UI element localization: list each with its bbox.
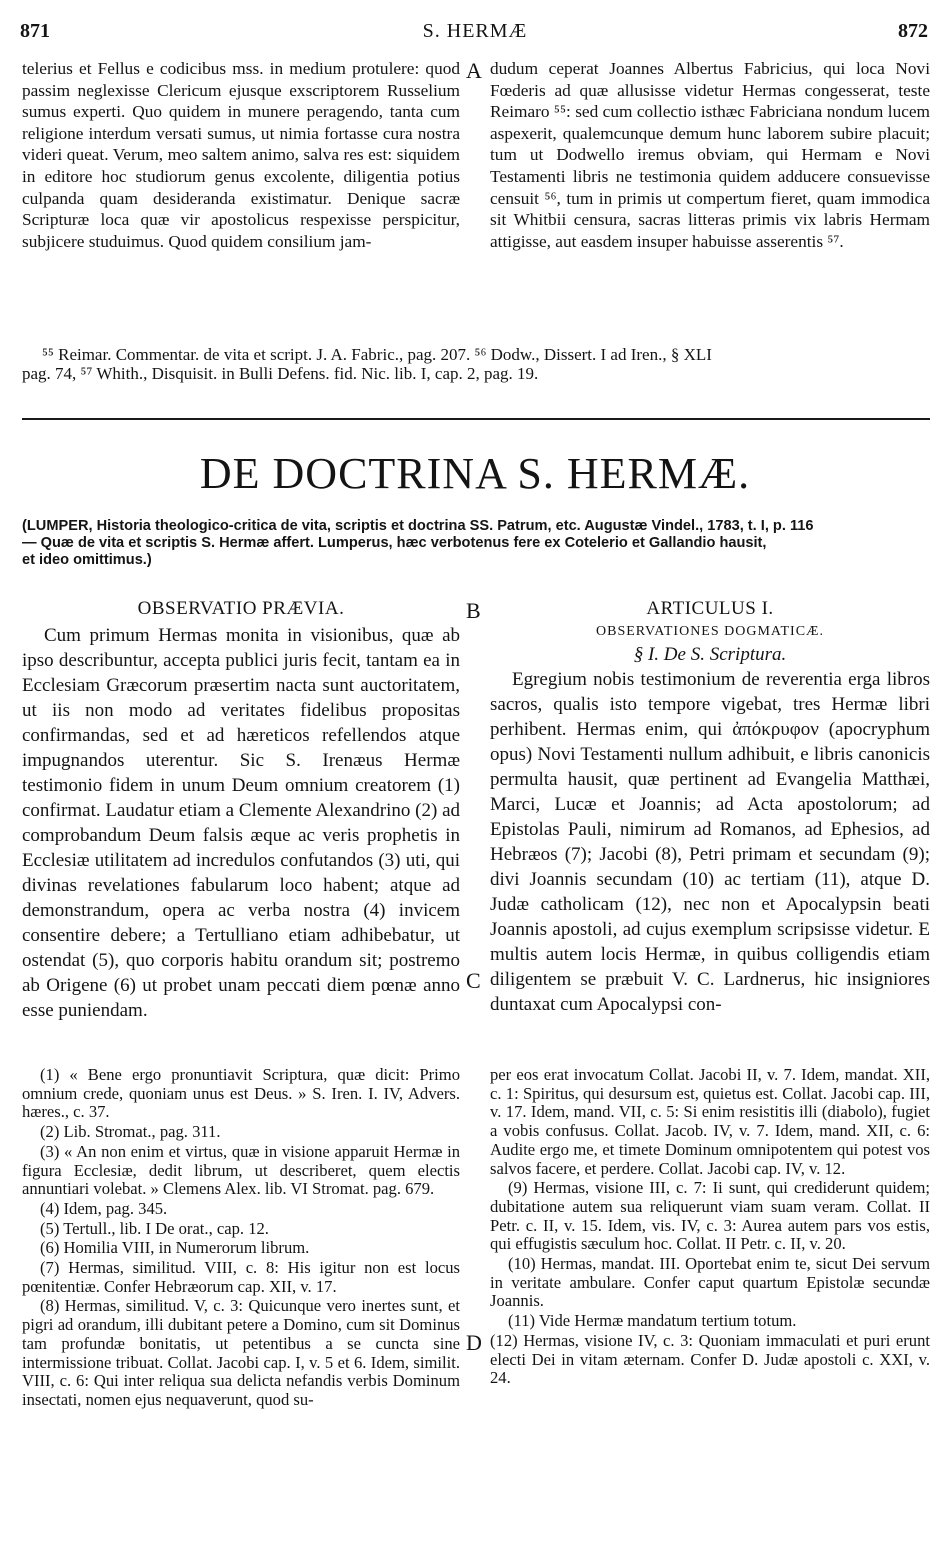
- note-3: (3) « An non enim et virtus, quæ in visione apparuit Hermæ in figura Ecclesiæ, dedit librum, ut describeret, quem electis annuntiari volebat. » Clemens Alex. lib. VI Stromat. pag. 679.: [22, 1141, 460, 1199]
- right-main-column: [490, 596, 930, 1017]
- source-line-2: — Quæ de vita et scriptis S. Hermæ affert. Lumperus, hæc verbotenus fere ex Cotelerio et Gallandio hausit,: [22, 535, 767, 551]
- section-title: DE DOCTRINA S. HERMÆ.: [199, 449, 751, 498]
- margin-letter-a: A: [466, 58, 482, 83]
- margin-letter-c: C: [466, 968, 481, 993]
- left-main-column: [22, 596, 460, 1023]
- margin-letter-b: B: [466, 598, 481, 623]
- note-10: (10) Hermas, mandat. III. Oportebat enim te, sicut Dei servum in veritate ambulare. Confer caput quartum Epistolæ secundæ Joannis.: [490, 1254, 930, 1311]
- note-12: (12) Hermas, visione IV, c. 3: Quoniam immaculati et puri erunt electi Dei in vitam æternam. Confer D. Judæ apostoli c. XXI, v. 24.: [490, 1330, 930, 1388]
- note-9: (9) Hermas, visione III, c. 7: Ii sunt, qui crediderunt quidem; dubitatione autem sua reliquerunt viam suam veram. Collat. II Petr. c. II, v. 15. Idem, vis. IV, c. 3: Aurea autem pars vos estis, qui effugistis sæculum hoc. Collat. II Petr. c. II, v. 20.: [490, 1178, 930, 1254]
- observatio-text: Cum primum Hermas monita in visionibus, quæ ab ipso describuntur, accepta publici juris fecit, tantam ea in Ecclesiam Græcorum præsertim nacta sunt auctoritatem, ut iis non modo ad veritates fidelibus propositas confirmandas, sed et ad hæreticos refellendos atque impugnandos uterentur. Sic S. Irenæus Hermæ testimonio fidem in unum Deum omnium creatorem (1) confirmat. Laudatur etiam a Clemente Alexandrino (2) ad comprobandum Deum falsis æque ac veris prophetis in Ecclesiæ utilitatem ad incredulos confutandos (3) uti, qui divinas revelationes fabularum loco habent; atque ad demonstrandum, opera ac verba nostra (4) invicem consentire debere; a Tertulliano etiam adhibebatur, ut ostendat (5), quo corporis habitu orandum sit; postremo ab Origene (6) ut probet unam peccati diem pœnæ anno esse puniendam.: [22, 625, 460, 1021]
- note-6: (6) Homilia VIII, in Numerorum librum.: [40, 1238, 310, 1258]
- note-7: (7) Hermas, similitud. VIII, c. 8: His igitur non est locus pœnitentiæ. Confer Hebræorum cap. XII, v. 17.: [22, 1258, 460, 1296]
- note-1: (1) « Bene ergo pronuntiavit Scriptura, quæ dicit: Primo omnium crede, quoniam unus est Deus. » S. Iren. I. IV, Advers. hæres., c. 37.: [22, 1065, 460, 1122]
- note-8-continued: per eos erat invocatum Collat. Jacobi II, v. 7. Idem, mandat. XII, c. 1: Spiritus, qui desursum est, quietus est. Collat. Jacobi cap. III, v. 17. Idem, mand. VII, c. 5: Si enim resistitis illi (diabolo), fugiet a vobis confusus. Collat. Jacob. IV, v. 7. Idem, mand. XII, c. 6: Audite ergo me, et timete Dominum omnipotentem qui potest vos salvos facere, et perdere. Collat. Jacobi cap. IV, v. 12.: [490, 1065, 930, 1178]
- margin-letter-d: D: [466, 1330, 482, 1355]
- note-8: (8) Hermas, similitud. V, c. 3: Quicunque vero inertes sunt, et pigri ad orandum, illi dubitant petere a Domino, cum sit Dominus tam profundæ bonitatis, ut petentibus a se cuncta sine intermissione tribuat. Collat. Jacobi cap. I, v. 5 et 6. Idem, similit. VIII, c. 6: Qui inter reliqua sua delicta nefandis verbis Dominum insectati, nomen ejus nequaverunt, quod su-: [22, 1296, 460, 1409]
- top-right-column: [490, 58, 930, 252]
- top-left-column: [22, 58, 460, 252]
- articulus-heading: ARTICULUS I.: [646, 598, 774, 619]
- top-left-text: telerius et Fellus e codicibus mss. in medium protulere: quod passim neglexisse Clericum ejusque exscriptorem Russelium sumus experti. Quo quidem in munere peragendo, tanta cum religione interdum versati sumus, ut nimia fortasse cura nostra videri queat. Verum, meo saltem animo, salva res est: siquidem in editore hoc studiorum genus excolente, diligentia potius culpanda quam desideranda existimatur. Denique sacræ Scripturæ loca quæ vir apostolicus respexisse perspicitur, subjicere studuimus. Quod quidem consilium jam-: [22, 59, 460, 251]
- source-line-3: et ideo omittimus.): [22, 552, 152, 568]
- page-number-left: 871: [20, 20, 50, 42]
- source-line-1: (LUMPER, Historia theologico-critica de vita, scriptis et doctrina SS. Patrum, etc. Augustæ Vindel., 1783, t. I, p. 116: [22, 518, 814, 534]
- observatio-heading: OBSERVATIO PRÆVIA.: [137, 598, 345, 619]
- notes-right-column: [490, 1066, 930, 1389]
- articulus-text: Egregium nobis testimonium de reverentia erga libros sacros, qualis isto tempore vigebat, tres Hermæ libri perhibent. Hermas enim, qui ἀπόκρυφον (apocryphum opus) Novi Testamenti nullum adhibuit, e libris canonicis permulta hausit, quæ pertinent ad Evangelia Matthæi, Marci, Lucæ et Joannis; ad Acta apostolorum; ad Epistolas Pauli, nimirum ad Romanos, ad Ephesios, ad Hebræos (7); Jacobi (8), Petri primam et secundam (9); divi Joannis secundam (10) ac tertiam (11), atque D. Judæ catholicam (12), nec non et Apocalypsin beati Joannis apostoli, ad cujus exemplum scripsisse videtur. E multis autem locis Hermæ, in quibus colligendis etiam diligentem se præbuit V. C. Lardnerus, hic insigniores duntaxat cum Apocalypsi con-: [490, 669, 930, 1015]
- top-footnotes: [22, 345, 932, 383]
- notes-left-column: [22, 1066, 460, 1411]
- section-rule: [22, 418, 930, 420]
- note-5: (5) Tertull., lib. I De orat., cap. 12.: [40, 1218, 269, 1238]
- top-footnote-line-2: pag. 74, ⁵⁷ Whith., Disquisit. in Bulli Defens. fid. Nic. lib. I, cap. 2, pag. 19.: [22, 364, 539, 383]
- note-2: (2) Lib. Stromat., pag. 311.: [40, 1122, 221, 1142]
- scriptura-heading: § I. De S. Scriptura.: [633, 644, 787, 665]
- top-footnote-line-1: ⁵⁵ Reimar. Commentar. de vita et script. J. A. Fabric., pag. 207. ⁵⁶ Dodw., Dissert. I ad Iren., § XLI: [42, 345, 712, 364]
- note-4: (4) Idem, pag. 345.: [40, 1198, 168, 1218]
- page-number-right: 872: [898, 20, 928, 42]
- observationes-heading: OBSERVATIONES DOGMATICÆ.: [596, 624, 824, 639]
- source-citation: [22, 518, 932, 569]
- running-title: S. HERMÆ: [422, 20, 528, 42]
- top-right-text: dudum ceperat Joannes Albertus Fabricius, qui loca Novi Fœderis ad quæ allusisse videtur Hermas congesserat, teste Reimaro ⁵⁵: sed cum collectio isthæc Fabriciana nondum lucem aspexerit, qualemcunque demum hunc laborem subire placuit; tum ut Dodwello iremus obviam, qui Hermam e Novi Testamenti libris ne testimonia quidem adducere consuevisse censuit ⁵⁶, tum in primis ut compertum fieret, quam immodica sit Whitbii censura, sacras litteras primis vix labris Hermam attigisse, aut easdem insuper habuisse asserentis ⁵⁷.: [490, 59, 930, 251]
- note-11: (11) Vide Hermæ mandatum tertium totum.: [508, 1311, 797, 1331]
